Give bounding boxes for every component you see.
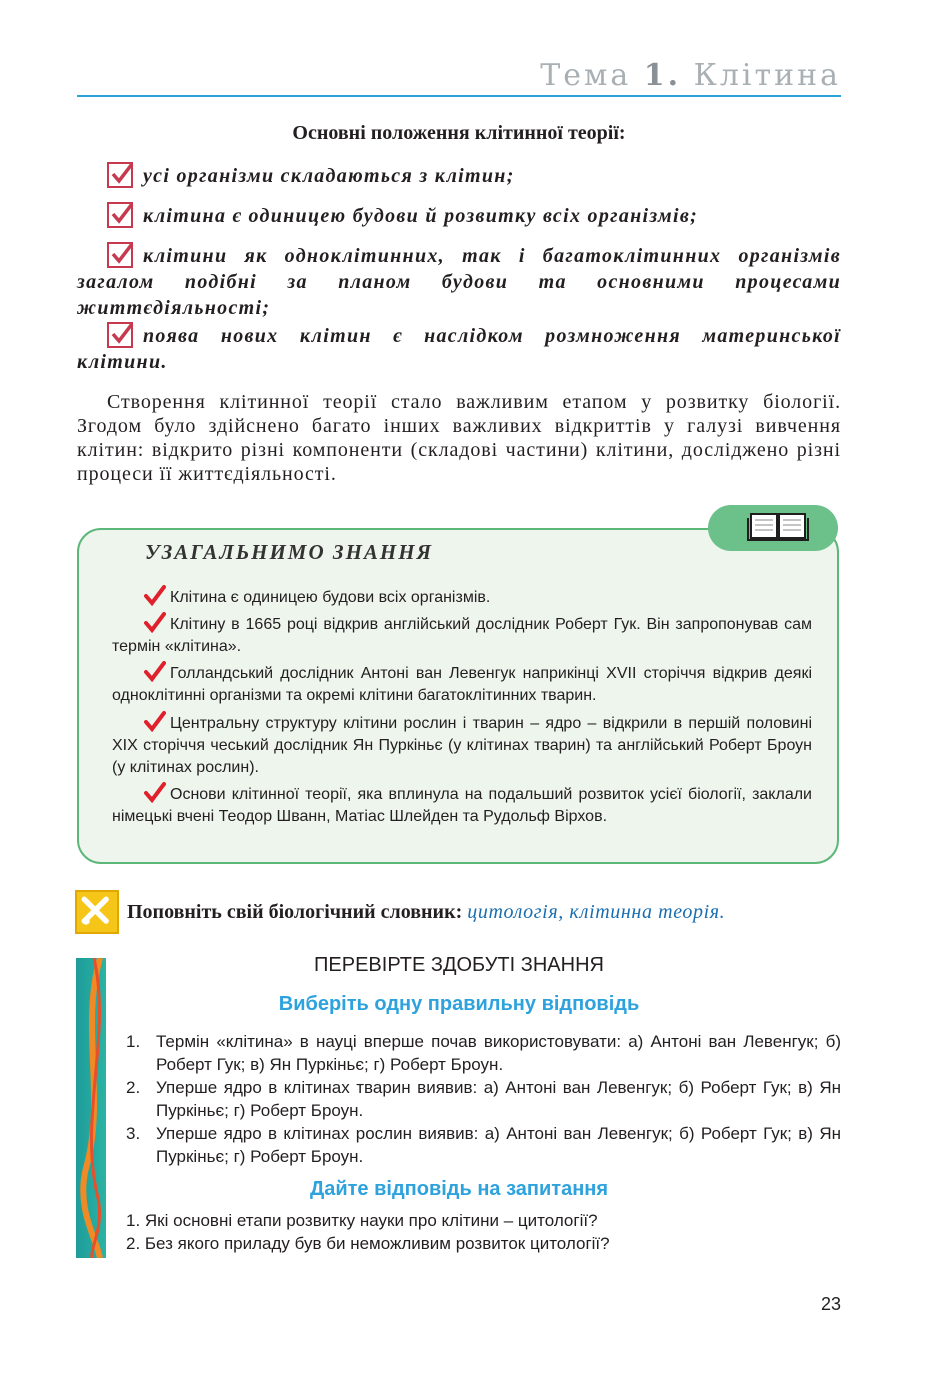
checkmark-icon [144, 611, 166, 633]
quiz-question: 2. Уперше ядро в клітинах тварин виявив: а) Антоні ван Левенгук; б) Роберт Гук; в) Ян Пуркіньє; г) Роберт Броун. [126, 1078, 841, 1120]
theory-point: клітина є одиницею будови й розвитку всіх організмів; [77, 202, 841, 229]
answer-questions-heading: Дайте відповідь на запитання [309, 1178, 609, 1200]
checkmark-icon [144, 781, 166, 803]
dictionary-icon [75, 890, 119, 934]
checkbox-icon [107, 322, 133, 348]
checkbox-icon [107, 202, 133, 228]
summary-fact: Клітина є одиницею будови всіх організмів. [112, 584, 812, 609]
chapter-number: 1. [643, 58, 682, 93]
checkbox-icon [107, 162, 133, 188]
checkmark-icon [144, 660, 166, 682]
summary-fact: Центральну структуру клітини рослин і тварин – ядро – відкрили в першій половині XIX сторіччя чеський дослідник Ян Пуркіньє (у клітинах тварин) та англійський Роберт Броун (у клітинах рослин). [112, 710, 812, 779]
page-number: 23 [820, 1294, 841, 1314]
open-question: 1. Які основні етапи розвитку науки про клітини – цитології? [126, 1211, 598, 1230]
summary-fact: Основи клітинної теорії, яка вплинула на подальший розвиток усієї біології, заклали німецькі вчені Теодор Шванн, Матіас Шлейден та Рудольф Вірхов. [112, 781, 812, 828]
intro-paragraph: Створення клітинної теорії стало важливим етапом у розвитку біології. Згодом було здійснено багато інших важливих відкриттів у галузі вивчення клітин: відкрито різні компоненти (складові частини) клітини, досліджено різні процеси її життєдіяльності. [77, 391, 841, 485]
quiz-question: 3. Уперше ядро в клітинах рослин виявив: а) Антоні ван Левенгук; б) Роберт Гук; в) Ян Пуркіньє; г) Роберт Броун. [126, 1124, 841, 1166]
quiz-question: 1. Термін «клітина» в науці вперше почав використовувати: а) Антоні ван Левенгук; б) Роберт Гук; в) Ян Пуркіньє; г) Роберт Броун. [126, 1032, 841, 1074]
check-knowledge-heading: ПЕРЕВІРТЕ ЗДОБУТІ ЗНАННЯ [314, 954, 604, 976]
choose-answer-heading: Виберіть одну правильну відповідь [278, 993, 640, 1015]
vocabulary-terms: цитологія, клітинна теорія. [467, 901, 726, 923]
theory-point: клітини як одноклітинних, так і багатоклітинних організмів загалом подібні за планом будови та основними процесами життєдіяльності; [77, 242, 841, 321]
checkmark-icon [144, 584, 166, 606]
chapter-topic-label: Тема [540, 58, 632, 93]
checkmark-icon [144, 710, 166, 732]
header-divider [77, 95, 841, 97]
book-icon [745, 510, 811, 546]
vocabulary-label: Поповніть свій біологічний словник: [127, 901, 463, 923]
vocabulary-line [127, 901, 725, 924]
chapter-header [540, 58, 841, 93]
theory-heading: Основні положення клітинної теорії: [292, 122, 626, 144]
summary-fact: Клітину в 1665 році відкрив англійський дослідник Роберт Гук. Він запропонував сам термін «клітина». [112, 611, 812, 658]
theory-point: усі організми складаються з клітин; [77, 162, 841, 189]
checkbox-icon [107, 242, 133, 268]
theory-point: поява нових клітин є наслідком розмноження материнської клітини. [77, 322, 841, 375]
open-question: 2. Без якого приладу був би неможливим розвиток цитології? [126, 1234, 610, 1253]
chapter-title: Клітина [693, 58, 841, 93]
summary-fact: Голландський дослідник Антоні ван Левенгук наприкінці XVII сторіччя відкрив деякі одноклітинні організми та окремі клітини багатоклітинних тварин. [112, 660, 812, 707]
summary-title: УЗАГАЛЬНИМО ЗНАННЯ [145, 540, 434, 564]
